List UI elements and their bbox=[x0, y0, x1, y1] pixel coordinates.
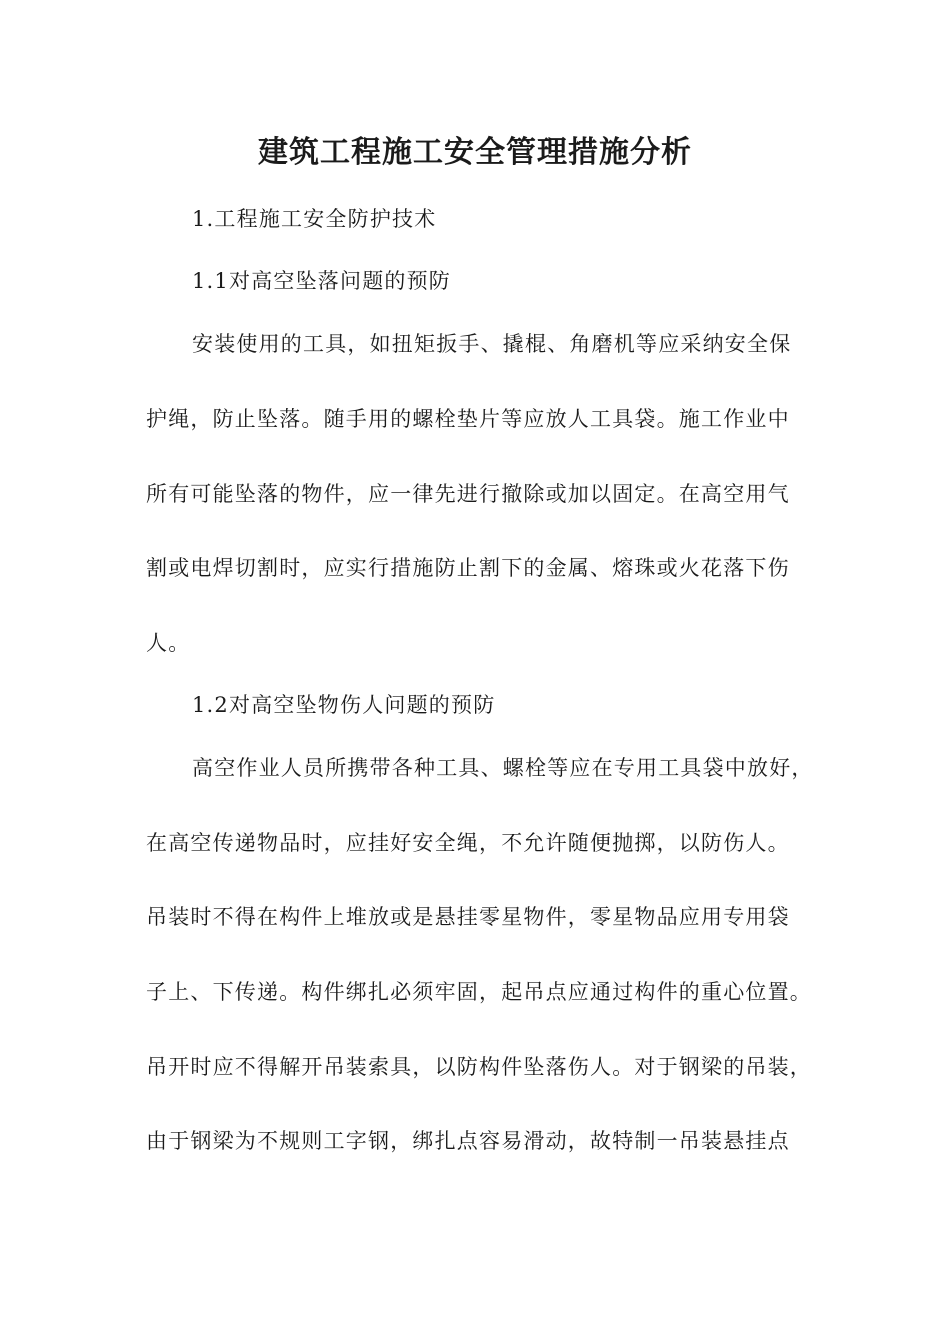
paragraph-line: 所有可能坠落的物件，应一律先进行撤除或加以固定。在高空用气 bbox=[146, 482, 790, 506]
paragraph-line: 高空作业人员所携带各种工具、螺栓等应在专用工具袋中放好， bbox=[192, 756, 814, 780]
paragraph-line: 吊装时不得在构件上堆放或是悬挂零星物件，零星物品应用专用袋 bbox=[146, 905, 790, 929]
subsection-heading-1-1: 1.1对高空坠落问题的预防 bbox=[192, 269, 451, 293]
paragraph-line: 吊开时应不得解开吊装索具，以防构件坠落伤人。对于钢梁的吊装， bbox=[146, 1055, 812, 1079]
document-title: 建筑工程施工安全管理措施分析 bbox=[258, 135, 692, 170]
paragraph-line: 由于钢梁为不规则工字钢，绑扎点容易滑动，故特制一吊装悬挂点 bbox=[146, 1129, 790, 1153]
paragraph-line: 子上、下传递。构件绑扎必须牢固，起吊点应通过构件的重心位置。 bbox=[146, 980, 812, 1004]
paragraph-line: 护绳，防止坠落。随手用的螺栓垫片等应放人工具袋。施工作业中 bbox=[146, 407, 790, 431]
section-heading-1: 1.工程施工安全防护技术 bbox=[192, 207, 437, 231]
paragraph-line: 割或电焊切割时，应实行措施防止割下的金属、熔珠或火花落下伤 bbox=[146, 556, 790, 580]
subsection-heading-1-2: 1.2对高空坠物伤人问题的预防 bbox=[192, 693, 496, 717]
paragraph-line: 在高空传递物品时，应挂好安全绳，不允许随便抛掷，以防伤人。 bbox=[146, 831, 790, 855]
paragraph-line: 安装使用的工具，如扭矩扳手、撬棍、角磨机等应采纳安全保 bbox=[192, 332, 792, 356]
paragraph-line: 人。 bbox=[146, 631, 191, 655]
